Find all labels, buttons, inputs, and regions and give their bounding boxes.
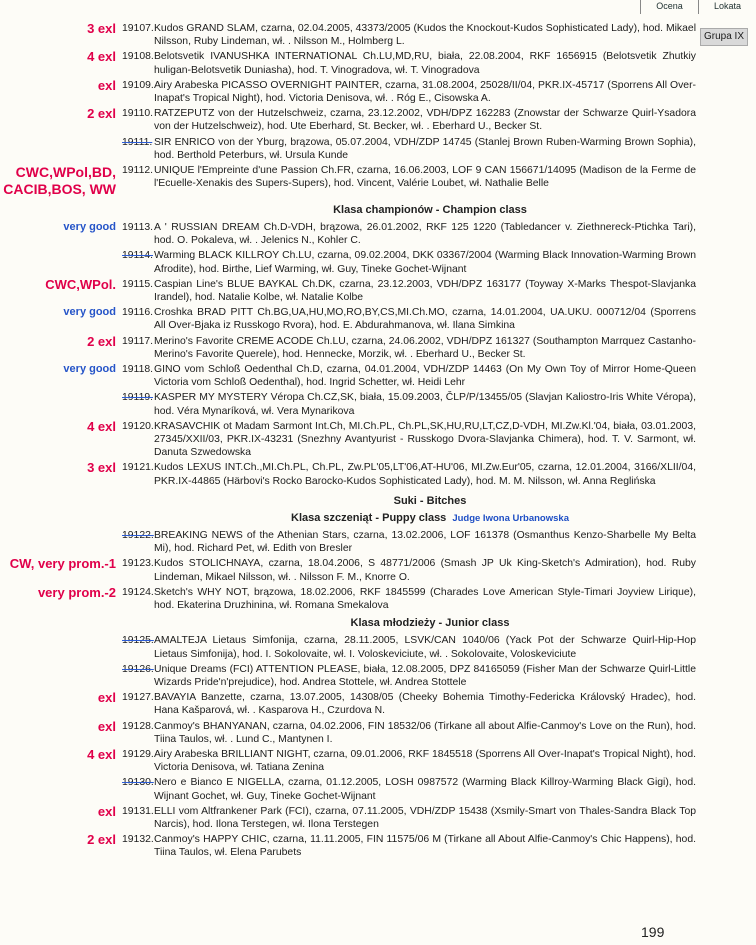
entry-text: ELLI vom Altfrankener Park (FCI), czarna, 07.11.2005, VDH/ZDP 15438 (Xsmily-Smart von Thales-Sandra Black Top Narcis), hod. Ilona Terstegen, wł. Ilona Terstegen [154,805,696,830]
class-heading [160,204,700,216]
entry-text: GINO vom Schloß Oedenthal Ch.D, czarna, 04.01.2004, VDH/ZDP 14463 (On My Own Toy of Mirror Home-Queen Victoria vom Schloß Oedenthal), hod. Ingrid Schetter, wł. Heidi Lehr [154,363,696,389]
catalog-entry [0,529,700,556]
entry-text: Kudos STOLICHNAYA, czarna, 18.04.2006, S 48771/2006 (Smash JP Uk King-Sketch's Admiration), hod. Ruby Lindeman, Mikael Nilsson, wł. . Nilsson F. M., Knorre O. [154,558,696,583]
grade-note: 4 exl [87,746,116,762]
entry-number: 19107. [122,23,154,34]
catalog-entry [0,221,700,248]
catalog-entry [0,833,700,860]
grade-note: 4 exl [87,418,116,434]
entry-number: 19111. [122,136,153,148]
catalog-entry [0,278,700,305]
entry-number: 19128. [122,720,154,732]
entry-text: Sketch's WHY NOT, brązowa, 18.02.2006, RKF 1845599 (Charades Love American Style-Timari Joyview Lirique), hod. Ekaterina Druzhinina, wł. Romana Smekalova [154,586,696,612]
catalog-entry [0,776,700,803]
class-heading-text: Klasa szczeniąt - Puppy class [291,511,447,524]
catalog-entry [0,306,700,333]
tab-ocena: Ocena [640,0,698,14]
entry-number: 19108. [122,51,154,63]
entry-text: BAVAYIA Banzette, czarna, 13.07.2005, 14308/05 (Cheeky Bohemia Timothy-Federicka Královský Hradec), hod. Hana Kašparová, wł. . Kasparova H., Czurdova N. [154,692,696,717]
grade-note: very good [63,306,116,319]
grade-note: exl [97,718,116,734]
class-heading-text: Klasa młodzieży - Junior class [350,617,510,630]
grade-note: CWC,WPol. [45,276,116,292]
entry-text: AMALTEJA Lietaus Simfonija, czarna, 28.11.2005, LSVK/CAN 1040/06 (Yack Pot der Schwarze Quirl-Hip-Hop Lietaus Simfonija), hod. I. Sokolovaite, wł. I. Voloskeviciute, wł. . Sokolovaite, Voloskeviciute [154,635,696,660]
entry-number: 19113. [122,221,154,233]
catalog-entry [0,420,700,460]
grade-note: CW, very prom.-1 [9,556,116,572]
entry-number: 19110. [122,108,154,120]
entry-number: 19112. [122,164,154,176]
catalog-entry [0,805,700,832]
catalog-entry [0,748,700,775]
grade-note: exl [97,77,116,93]
entry-number: 19131. [122,805,154,817]
entry-text: Airy Arabeska BRILLIANT NIGHT, czarna, 09.01.2006, RKF 1845518 (Sporrens All Over-Inapat's Tropical Night), hod. Victoria Denisova, wł. Tatiana Zenina [154,748,696,774]
catalog-entry [0,136,700,163]
entry-text: Belotsvetik IVANUSHKA INTERNATIONAL Ch.LU,MD,RU, biała, 22.08.2004, RKF 1656915 (Belotsvetik Zhutkiy huligan-Belotsvetik Duniasha), hod. T. Vinogradova, wł. T. Vinogradova [154,51,696,76]
catalog-entry [0,50,700,77]
header-tabs [640,0,756,14]
entry-number: 19121. [122,462,154,474]
grade-note: 3 exl [87,460,116,476]
tab-lokata: Lokata [698,0,756,14]
catalog-entry [0,557,700,584]
entry-number: 19126. [122,663,154,675]
entry-number: 19114. [122,250,154,262]
entry-text: BREAKING NEWS of the Athenian Stars, czarna, 13.02.2006, LOF 161378 (Osmanthus Kenzo-Sharbelle My Belta Mi), hod. Richard Pet, wł. Edith von Bresler [154,529,696,555]
grade-note: exl [97,690,116,706]
entry-text: Warming BLACK KILLROY Ch.LU, czarna, 09.02.2004, DKK 03367/2004 (Warming Black Innovation-Warming Brown Afrodite), hod. Birthe, Lief Warming, wł. Guy, Tineke Gochet-Wijnant [154,250,696,275]
grade-note: 4 exl [87,49,116,65]
grade-note: very good [63,220,116,233]
catalog-entry [0,634,700,661]
class-heading [160,512,700,524]
entry-text: KASPER MY MYSTERY Véropa Ch.CZ,SK, biała, 15.09.2003, ČLP/P/13455/05 (Slavjan Kaliostro-Iris White Véropa), hod. Véra Mynaríková, wł. Vera Mynarikova [154,392,696,417]
entry-number: 19118. [122,363,154,375]
catalog-entry [0,107,700,134]
catalog-entry [0,663,700,690]
entry-text: Caspian Line's BLUE BAYKAL Ch.DK, czarna, 23.12.2003, VDH/DPZ 163177 (Toyway X-Marks Thespot-Slavjanka Irandel), hod. Natalie Kolbe, wł. Natalie Kolbe [154,278,696,304]
catalog-entry [0,720,700,747]
grade-note: 2 exl [87,333,116,349]
catalog-entry [0,461,700,488]
entry-number: 19130. [122,777,154,789]
judge-name: Judge Iwona Urbanowska [452,512,569,524]
entry-number: 19117. [122,335,154,347]
entry-number: 19132. [122,834,154,846]
entry-text: Canmoy's HAPPY CHIC, czarna, 11.11.2005, FIN 11575/06 M (Tirkane all About Alfie-Canmoy's Chic Happens), hod. Tiina Taulos, wł. Elena Parubets [154,834,696,859]
class-heading [160,495,700,507]
entry-number: 19119. [122,392,154,404]
entry-text: A ' RUSSIAN DREAM Ch.D-VDH, brązowa, 26.01.2002, RKF 125 1220 (Tabledancer v. Ziethnereck-Ptichka Tari), hod. O. Pokaleva, wł. . Jelenics N., Kohler C. [154,221,696,247]
group-label: Grupa IX [700,28,748,46]
grade-note: CWC,WPol,BD, CACIB,BOS, WW [3,163,116,198]
entry-number: 19127. [122,692,154,704]
grade-note: 2 exl [87,106,116,122]
grade-note: very prom.-2 [37,584,116,600]
catalog-entry [0,363,700,390]
entry-text: RATZEPUTZ von der Hutzelschweiz, czarna, 23.12.2002, VDH/DPZ 162283 (Znowstar der Schwarze Quirl-Ysadora von der Hutzelschweiz), hod. Ute Eberhard, St. Becker, wł. . Eberhard U., Becker St. [154,108,696,133]
entry-text: UNIQUE l'Empreinte d'une Passion Ch.FR, czarna, 16.06.2003, LOF 9 CAN 156671/14095 (Madison de la Ferme de l'Ecuelle-Xenakis des Supers-Supers), hod. Vincent, Valérie Loubet, wł. Nathalie Belle [154,164,696,190]
entry-number: 19125. [122,635,154,647]
entry-text: Airy Arabeska PICASSO OVERNIGHT PAINTER, czarna, 31.08.2004, 25028/II/04, PKR.IX-45717 (Sporrens All Over-Inapat's Tropical Night), hod. Victoria Denisova, wł. . Róg E., Cisowska A. [154,79,696,105]
catalog-entry [0,22,700,49]
catalog-entry [0,249,700,276]
entry-number: 19115. [122,278,154,290]
class-heading [160,617,700,629]
entry-text: Canmoy's BHANYANAN, czarna, 04.02.2006, FIN 18532/06 (Tirkane all about Alfie-Canmoy's Love on the Run), hod. Tiina Taulos, wł. . Lund C., Mantynen I. [154,720,696,745]
entry-text: Croshka BRAD PITT Ch.BG,UA,HU,MO,RO,BY,CS,MI.Ch.MO, czarna, 14.01.2004, UA.UKU. 000712/04 (Sporrens All Over-Bjaka iz Russkogo Rvora), hod. E. Abdurahmanova, wł. Ilana Simkina [154,307,696,332]
entry-text: KRASAVCHIK ot Madam Sarmont Int.Ch, MI.Ch.PL, Ch.PL,SK,HU,RU,LT,CZ,D-VDH, MI.Zw.Kl.'04, biała, 03.01.2003, 27345/XXII/03, PKR.IX-43231 (Snezhny Avantyurist - Russkogo Dvora-Slavjanka Chimera), hod. T. V. Sarmont, wł. Danuta Szwedowska [154,420,696,459]
catalog-entry [0,335,700,362]
catalog-content [0,22,700,861]
entry-number: 19129. [122,748,154,760]
entry-number: 19109. [122,79,154,91]
entry-number: 19122. [122,529,154,541]
grade-note: exl [97,803,116,819]
entry-text: Nero e Bianco E NIGELLA, czarna, 01.12.2005, LOSH 0987572 (Warming Black Killroy-Warming Black Gigi), hod. Wijnant Gochet, wł. Guy, Tineke Gochet-Wijnant [154,777,696,802]
entry-number: 19124. [122,586,154,598]
entry-text: Kudos GRAND SLAM, czarna, 02.04.2005, 43373/2005 (Kudos the Knockout-Kudos Sophisticated Lady), hod. Mikael Nilsson, Ruby Lindeman, wł. . Nilsson M., Holmberg L. [154,23,696,48]
entry-number: 19120. [122,420,154,432]
grade-note: 2 exl [87,832,116,848]
catalog-entry [0,691,700,718]
entry-text: Unique Dreams (FCI) ATTENTION PLEASE, biała, 12.08.2005, DPZ 84165059 (Fisher Man der Schwarze Quirl-Little Wizards Pride'n'prejudice), hod. Andrea Stottele, wł. Andrea Stottele [154,663,696,689]
catalog-entry [0,586,700,613]
class-heading-text: Klasa championów - Champion class [333,203,527,216]
entry-text: Kudos LEXUS INT.Ch.,MI.Ch.PL, Ch.PL, Zw.PL'05,LT'06,AT-HU'06, MI.Zw.Eur'05, czarna, 12.01.2004, 3166/XLII/04, PKR.IX-44865 (Härbovi's Rocko Barocko-Kudos Sophisticated Lady), hod. M. M. Nilsson, wł. Anna Reglińska [154,462,696,487]
grade-note: 3 exl [87,21,116,36]
entry-text: Merino's Favorite CREME ACODE Ch.LU, czarna, 24.06.2002, VDH/DPZ 161327 (Southampton Marrquez Castanho-Merino's Favorite Querele), hod. Hennecke, Morzik, wł. . Eberhard U., Becker St. [154,335,696,360]
entry-text: SIR ENRICO von der Yburg, brązowa, 05.07.2004, VDH/ZDP 14745 (Stanlej Brown Ruben-Warming Brown Sophia), hod. Berthold Peterburs, wł. Ursula Kunde [154,136,696,161]
entry-number: 19116. [122,307,154,319]
entry-number: 19123. [122,558,154,570]
catalog-entry [0,164,700,199]
grade-note: very good [63,362,116,375]
page-number: 199 [641,924,665,940]
catalog-entry [0,391,700,418]
class-heading-text: Suki - Bitches [393,494,467,507]
catalog-entry [0,79,700,106]
